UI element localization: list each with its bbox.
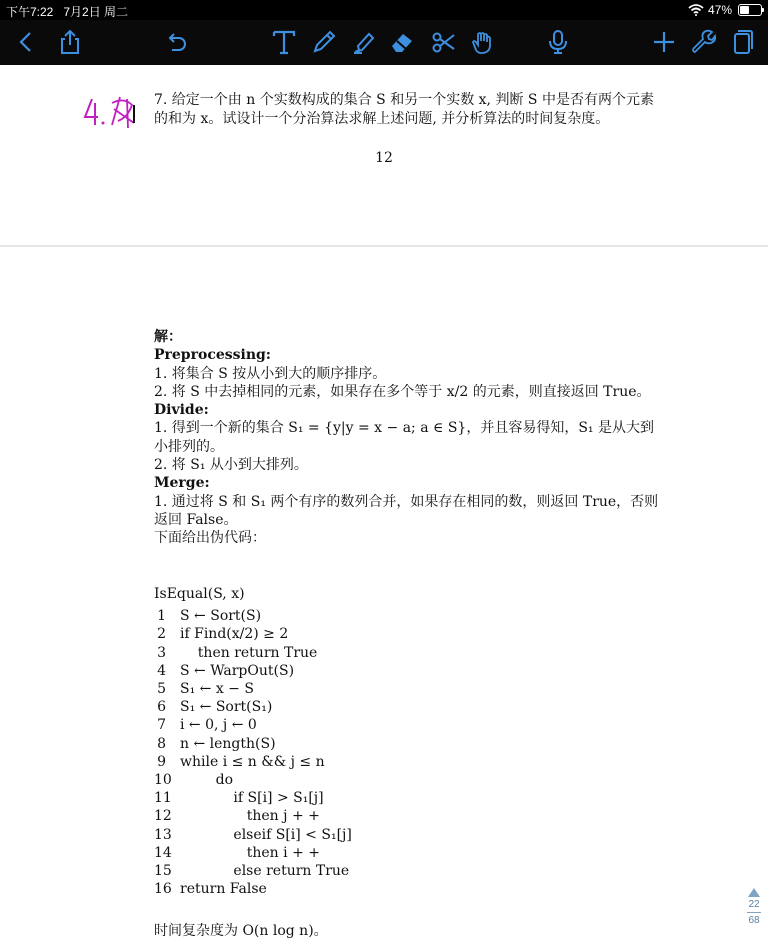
code-line: 6 S₁ ← Sort(S₁) [157,699,273,716]
back-icon[interactable] [10,26,42,58]
pseudocode-intro: 下面给出伪代码： [154,530,266,547]
merge-title: Merge: [154,475,210,492]
highlighter-icon[interactable] [348,26,380,58]
add-icon[interactable] [648,26,680,58]
pages-icon[interactable] [726,26,758,58]
complexity-text: 时间复杂度为 O(n log n)。 [154,923,328,939]
code-line: 11 if S[i] > S₁[j] [154,790,324,807]
share-icon[interactable] [54,26,86,58]
pen-icon[interactable] [308,26,340,58]
preprocessing-step-2: 2. 将 S 中去掉相同的元素，如果存在多个等于 x/2 的元素，则直接返回 True。 [154,383,651,400]
scroll-up-icon[interactable] [748,888,760,897]
page-fraction-divider [747,912,761,913]
code-line: 9 while i ≤ n && j ≤ n [157,753,325,770]
status-date: 7月2日 周二 [63,5,129,19]
code-line: 14 then i + + [154,844,320,861]
function-signature: IsEqual(S, x) [154,586,245,602]
code-line: 10 do [154,772,233,789]
preprocessing-title: Preprocessing: [154,347,271,364]
code-line: 7 i ← 0, j ← 0 [157,717,257,734]
code-line: 3 then return True [157,644,318,661]
code-line: 5 S₁ ← x − S [157,681,254,698]
status-time-date [6,3,128,20]
pseudocode-block [154,585,554,898]
toolbar [0,20,768,65]
code-line: 13 elseif S[i] < S₁[j] [154,826,352,843]
solution-heading: 解： [154,329,182,345]
code-line: 2 if Find(x/2) ≥ 2 [157,626,289,643]
hand-tool-icon[interactable] [466,26,498,58]
microphone-icon[interactable] [542,26,574,58]
total-pages: 68 [748,915,760,926]
undo-icon[interactable] [160,26,192,58]
merge-step-1: 1. 通过将 S 和 S₁ 两个有序的数列合并，如果存在相同的数，则返回 True，否则返回 False。 [154,493,659,528]
solution-block [154,328,664,548]
code-line: 16 return False [154,881,267,898]
wifi-icon [688,4,704,16]
status-time: 下午7:22 [6,5,54,19]
code-line: 4 S ← WarpOut(S) [157,662,295,679]
current-page-number: 22 [748,899,760,910]
handwritten-annotation [82,95,147,130]
wrench-icon[interactable] [686,26,718,58]
battery-percent: 47% [707,3,732,17]
divide-title: Divide: [154,402,209,419]
battery-fill [740,6,749,14]
code-line: 1 S ← Sort(S) [157,608,262,625]
battery-icon [738,4,762,16]
page-scroll-indicator[interactable] [745,888,763,926]
text-tool-icon[interactable] [268,26,300,58]
status-bar [0,0,768,20]
question-text: 7. 给定一个由 n 个实数构成的集合 S 和另一个实数 x, 判断 S 中是否有两个元素的和为 x。试设计一个分治算法求解上述问题, 并分析算法的时间复杂度。 [154,92,654,127]
code-line: 12 then j + + [154,808,320,825]
code-line: 15 else return True [154,863,350,880]
scissors-icon[interactable] [428,26,460,58]
preprocessing-step-1: 1. 将集合 S 按从小到大的顺序排序。 [154,365,387,382]
divide-step-1: 1. 得到一个新的集合 S₁ = {y|y = x − a; a ∈ S}，并且容易得知，S₁ 是从大到小排列的。 [154,420,654,455]
page-number: 12 [375,150,393,166]
divide-step-2: 2. 将 S₁ 从小到大排列。 [154,457,308,474]
code-line: 8 n ← length(S) [157,735,276,752]
eraser-icon[interactable] [386,26,418,58]
status-right [688,3,762,17]
